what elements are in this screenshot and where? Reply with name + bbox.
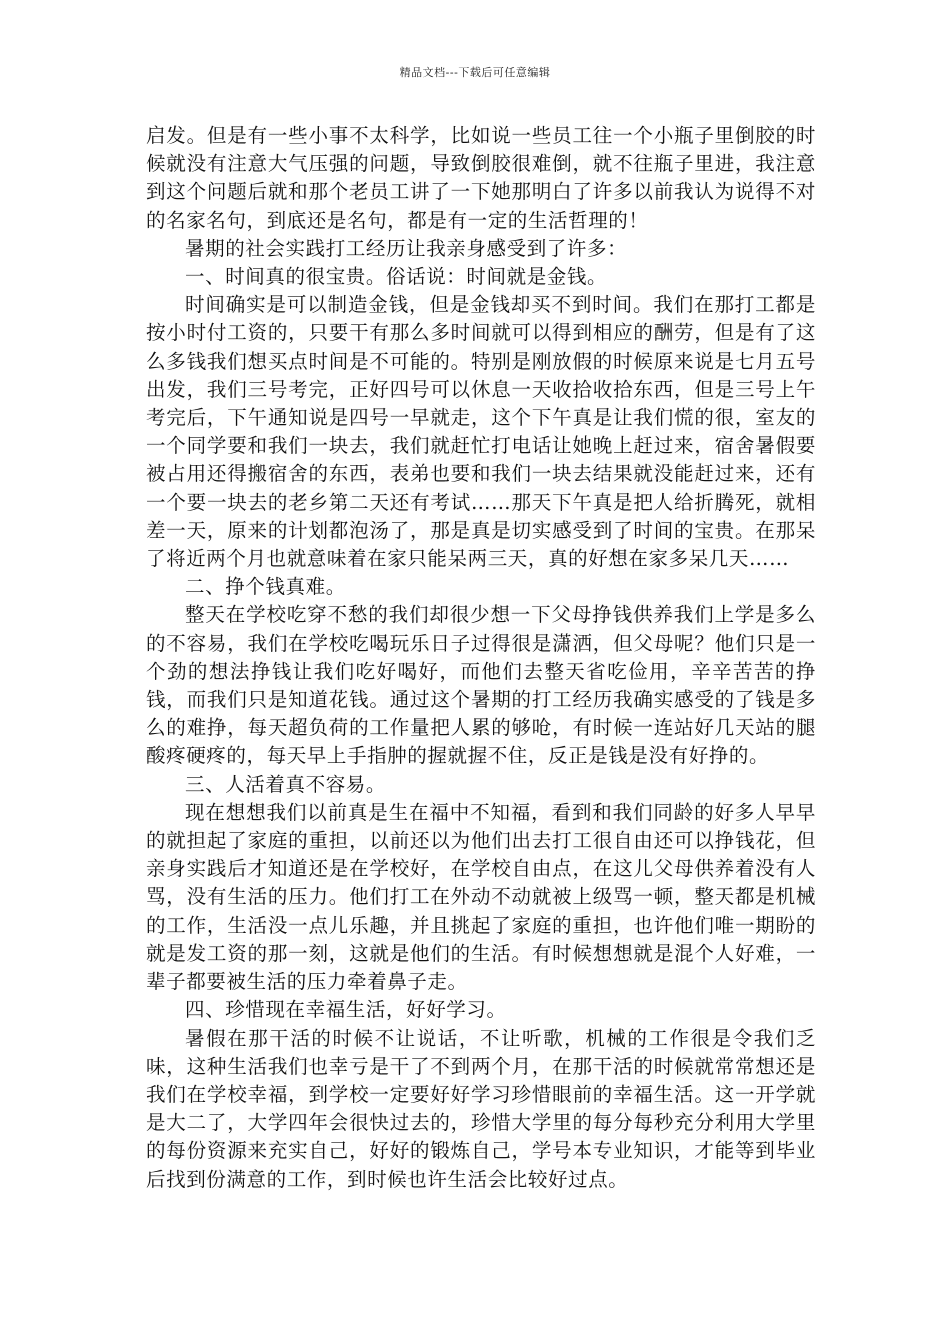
section-heading: 一、时间真的很宝贵。俗话说：时间就是金钱。 (185, 265, 608, 289)
paragraph: 启发。但是有一些小事不太科学，比如说一些员工往一个小瓶子里倒胶的时候就没有注意大气压强的问题，导致倒胶很难倒，就不往瓶子里进，我注意到这个问题后就和那个老员工讲了一下她那明白了许多以前我认为说得不对的名家名句，到底还是名句，都是有一定的生活哲理的！ (146, 124, 816, 232)
section-heading: 三、人活着真不容易。 (185, 772, 387, 796)
page-header: 精品文档---下载后可任意编辑 (399, 66, 551, 79)
section-heading: 四、珍惜现在幸福生活，好好学习。 (185, 998, 507, 1022)
document-body (146, 122, 816, 1194)
section-heading: 二、挣个钱真难。 (185, 575, 346, 599)
paragraph: 暑期的社会实践打工经历让我亲身感受到了许多： (185, 236, 628, 260)
paragraph: 暑假在那干活的时候不让说话，不让听歌，机械的工作很是令我们乏味，这种生活我们也幸亏是干了不到两个月，在那干活的时候就常常想还是我们在学校幸福，到学校一定要好好学习珍惜眼前的幸福生活。这一开学就是大二了，大学四年会很快过去的，珍惜大学里的每分每秒充分利用大学里的每份资源来充实自己，好好的锻炼自己，学号本专业知识，才能等到毕业后找到份满意的工作，到时候也许生活会比较好过点。 (146, 1026, 816, 1191)
paragraph: 现在想想我们以前真是生在福中不知福，看到和我们同龄的好多人早早的就担起了家庭的重担，以前还以为他们出去打工很自由还可以挣钱花，但亲身实践后才知道还是在学校好，在学校自由点，在这儿父母供养着没有人骂，没有生活的压力。他们打工在外动不动就被上级骂一顿，整天都是机械的工作，生活没一点儿乐趣，并且挑起了家庭的重担，也许他们唯一期盼的就是发工资的那一刻，这就是他们的生活。有时候想想就是混个人好难，一辈子都要被生活的压力牵着鼻子走。 (146, 800, 816, 994)
paragraph: 整天在学校吃穿不愁的我们却很少想一下父母挣钱供养我们上学是多么的不容易，我们在学校吃喝玩乐日子过得很是潇洒，但父母呢？他们只是一个劲的想法挣钱让我们吃好喝好，而他们去整天省吃俭用，辛辛苦苦的挣钱，而我们只是知道花钱。通过这个暑期的打工经历我确实感受的了钱是多么的难挣，每天超负荷的工作量把人累的够呛，有时候一连站好几天站的腿酸疼硬疼的，每天早上手指肿的握就握不住，反正是钱是没有好挣的。 (146, 603, 816, 768)
paragraph: 时间确实是可以制造金钱，但是金钱却买不到时间。我们在那打工都是按小时付工资的，只要干有那么多时间就可以得到相应的酬劳，但是有了这么多钱我们想买点时间是不可能的。特别是刚放假的时候原来说是七月五号出发，我们三号考完，正好四号可以休息一天收拾收拾东西，但是三号上午考完后，下午通知说是四号一早就走，这个下午真是让我们慌的很，室友的一个同学要和我们一块去，我们就赶忙打电话让她晚上赶过来，宿舍暑假要被占用还得搬宿舍的东西，表弟也要和我们一块去结果就没能赶过来，还有一个要一块去的老乡第二天还有考试……那天下午真是把人给折腾死，就相差一天，原来的计划都泡汤了，那是真是切实感受到了时间的宝贵。在那呆了将近两个月也就意味着在家只能呆两三天，真的好想在家多呆几天…… (146, 293, 816, 571)
